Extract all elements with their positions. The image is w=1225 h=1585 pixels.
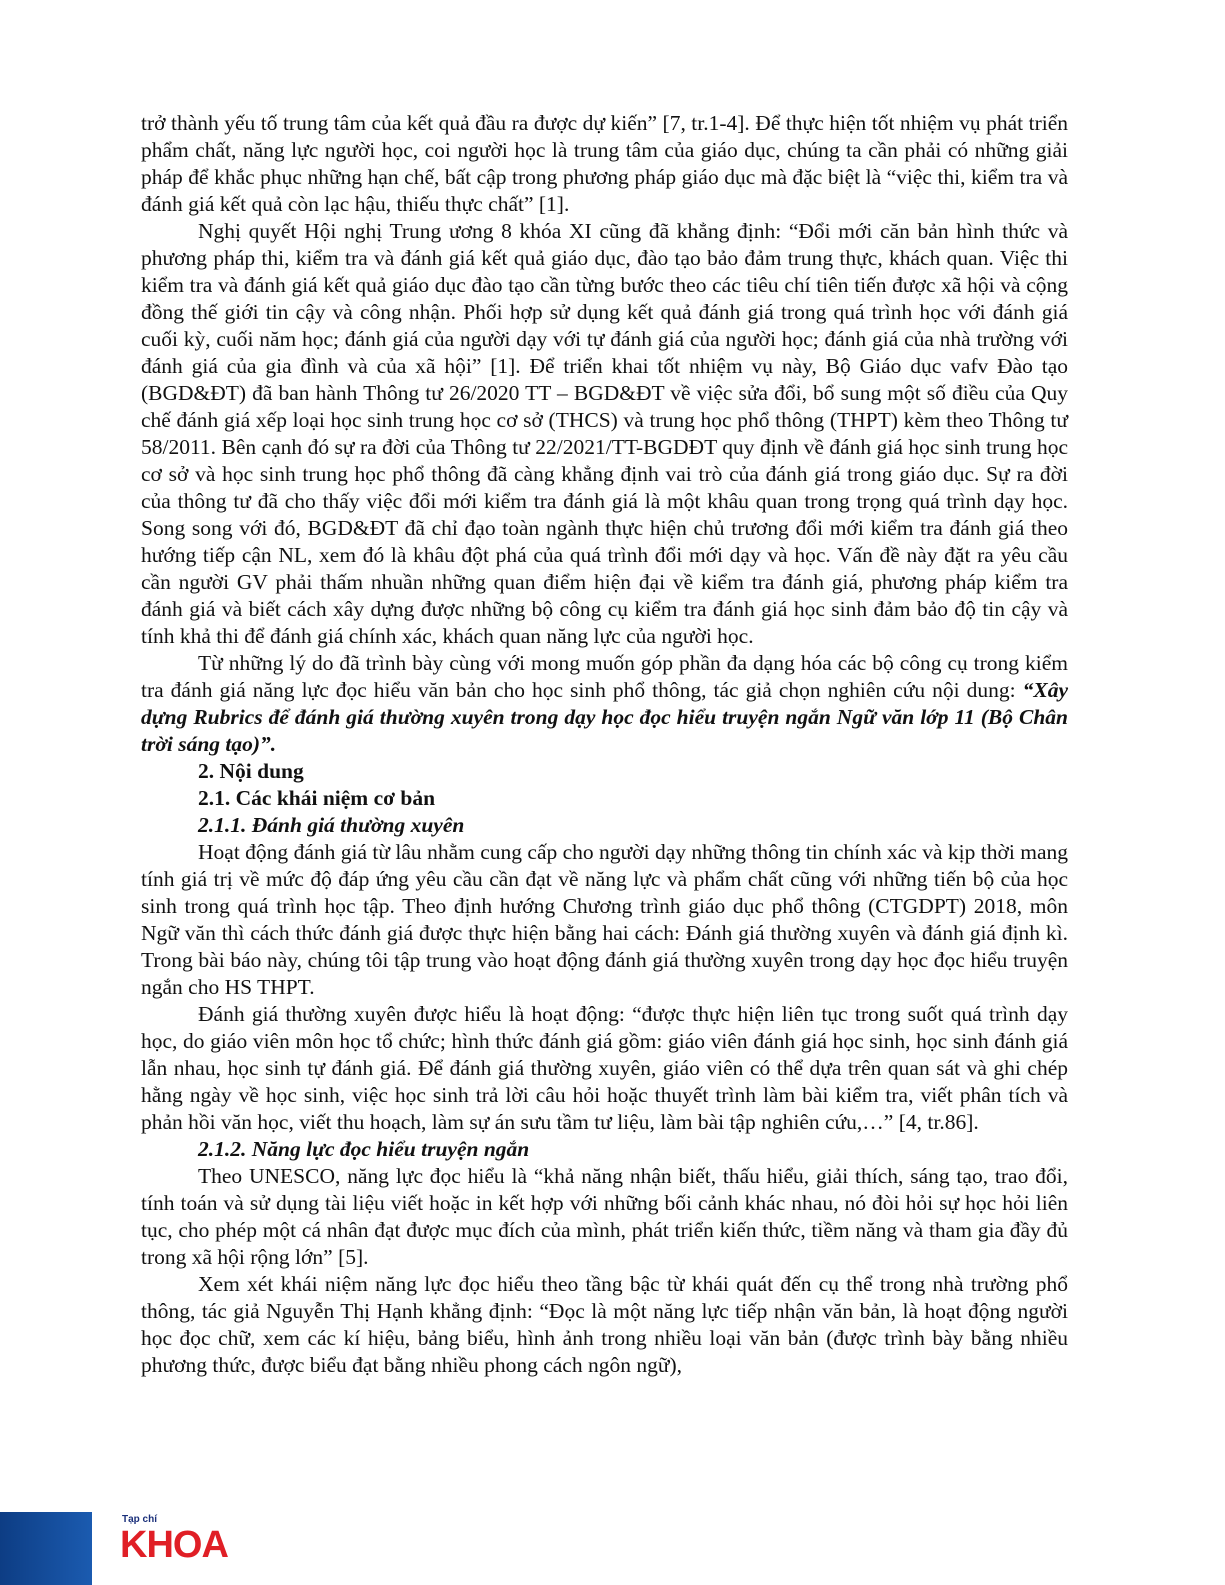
logo-small-text: Tạp chí [122, 1514, 158, 1525]
logo-main-text: KHOA [120, 1524, 228, 1566]
paragraph: Nghị quyết Hội nghị Trung ương 8 khóa XI cũng đã khẳng định: “Đổi mới căn bản hình thức và phương pháp thi, kiểm tra và đánh giá kết quả giáo dục, đào tạo bảo đảm trung thực, khách quan. Việc thi kiểm tra và đánh giá kết quả giáo dục đào tạo cần từng bước theo các tiêu chí tiên tiến được xã hội và cộng đồng thế giới tin cậy và công nhận. Phối hợp sử dụng kết quả đánh giá trong quá trình học với đánh giá cuối kỳ, cuối năm học; đánh giá của người dạy với tự đánh giá của người học; đánh giá của nhà trường với đánh giá của gia đình và của xã hội” [1]. Để triển khai tốt nhiệm vụ này, Bộ Giáo dục vafv Đào tạo (BGD&ĐT) đã ban hành Thông tư 26/2020 TT – BGD&ĐT về việc sửa đổi, bổ sung một số điều của Quy chế đánh giá xếp loại học sinh trung học cơ sở (THCS) và trung học phổ thông (THPT) kèm theo Thông tư 58/2011. Bên cạnh đó sự ra đời của Thông tư 22/2021/TT-BGDĐT quy định về đánh giá học sinh trung học cơ sở và học sinh trung học phổ thông đã càng khẳng định vai trò của đánh giá trong giáo dục. Sự ra đời của thông tư đã cho thấy việc đổi mới kiểm tra đánh giá là một khâu quan trong trọng quá trình dạy học. Song song với đó, BGD&ĐT đã chỉ đạo toàn ngành thực hiện chủ trương đổi mới kiểm tra đánh giá theo hướng tiếp cận NL, xem đó là khâu đột phá của quá trình đổi mới dạy và học. Vấn đề này đặt ra yêu cầu cần người GV phải thấm nhuần những quan điểm hiện đại về kiểm tra đánh giá, phương pháp kiểm tra đánh giá và biết cách xây dựng được những bộ công cụ kiểm tra đánh giá học sinh đảm bảo độ tin cậy và tính khả thi để đánh giá chính xác, khách quan năng lực của người học. [141, 219, 1068, 648]
paragraph: Đánh giá thường xuyên được hiểu là hoạt động: “được thực hiện liên tục trong suốt quá trình dạy học, do giáo viên môn học tổ chức; hình thức đánh giá gồm: giáo viên đánh giá học sinh, học sinh đánh giá lẫn nhau, học sinh tự đánh giá. Để đánh giá thường xuyên, giáo viên có thể dựa trên quan sát và ghi chép hằng ngày về học sinh, việc học sinh trả lời câu hỏi hoặc thuyết trình làm bài kiểm tra, viết phân tích và phản hồi văn học, viết thu hoạch, làm sự án sưu tầm tư liệu, làm bài tập nghiên cứu,…” [4, tr.86]. [141, 1002, 1068, 1134]
paragraph: Xem xét khái niệm năng lực đọc hiểu theo tầng bậc từ khái quát đến cụ thể trong nhà trường phổ thông, tác giả Nguyễn Thị Hạnh khẳng định: “Đọc là một năng lực tiếp nhận văn bản, là hoạt động người học đọc chữ, xem các kí hiệu, bảng biểu, hình ảnh trong nhiều loại văn bản (được trình bày bằng nhiều phương thức, được biểu đạt bằng nhiều phong cách ngôn ngữ), [141, 1272, 1068, 1377]
subsection-heading: 2.1. Các khái niệm cơ bản [198, 786, 436, 810]
paragraph-text: Từ những lý do đã trình bày cùng với mong muốn góp phần đa dạng hóa các bộ công cụ trong kiểm tra đánh giá năng lực đọc hiểu văn bản cho học sinh phổ thông, tác giả chọn nghiên cứu nội dung: [141, 651, 1068, 702]
section-heading: 2. Nội dung [198, 759, 304, 783]
journal-logo [120, 1514, 280, 1585]
research-topic-title: “Xây dựng Rubrics để đánh giá thường xuyên trong dạy học đọc hiểu truyện ngắn Ngữ văn lớp 11 (Bộ Chân trời sáng tạo)”. [141, 678, 1068, 756]
paragraph: Hoạt động đánh giá từ lâu nhằm cung cấp cho người dạy những thông tin chính xác và kịp thời mang tính giá trị về mức độ đáp ứng yêu cầu cần đạt về năng lực và phẩm chất cũng với những tiến bộ của học sinh trong quá trình học tập. Theo định hướng Chương trình giáo dục phổ thông (CTGDPT) 2018, môn Ngữ văn thì cách thức đánh giá được thực hiện bằng hai cách: Đánh giá thường xuyên và đánh giá định kì. Trong bài báo này, chúng tôi tập trung vào hoạt động đánh giá thường xuyên trong dạy học đọc hiểu truyện ngắn cho HS THPT. [141, 840, 1068, 999]
paragraph: Theo UNESCO, năng lực đọc hiểu là “khả năng nhận biết, thấu hiểu, giải thích, sáng tạo, trao đổi, tính toán và sử dụng tài liệu viết hoặc in kết hợp với những bối cảnh khác nhau, nó đòi hỏi sự học hỏi liên tục, cho phép một cá nhân đạt được mục đích của mình, phát triển kiến thức, tiềm năng và tham gia đầy đủ trong xã hội rộng lớn” [5]. [141, 1164, 1068, 1269]
footer-color-bar [0, 1512, 92, 1585]
subsubsection-heading: 2.1.1. Đánh giá thường xuyên [198, 813, 465, 837]
document-body [141, 110, 1068, 1379]
subsubsection-heading: 2.1.2. Năng lực đọc hiểu truyện ngắn [198, 1137, 530, 1161]
paragraph: trở thành yếu tố trung tâm của kết quả đầu ra được dự kiến” [7, tr.1-4]. Để thực hiện tốt nhiệm vụ phát triển phẩm chất, năng lực người học, coi người học là trung tâm của giáo dục, chúng ta cần phải có những giải pháp để khắc phục những hạn chế, bất cập trong phương pháp giáo dục mà đặc biệt là “việc thi, kiểm tra và đánh giá kết quả còn lạc hậu, thiếu thực chất” [1]. [141, 111, 1068, 216]
paragraph [141, 650, 1068, 758]
